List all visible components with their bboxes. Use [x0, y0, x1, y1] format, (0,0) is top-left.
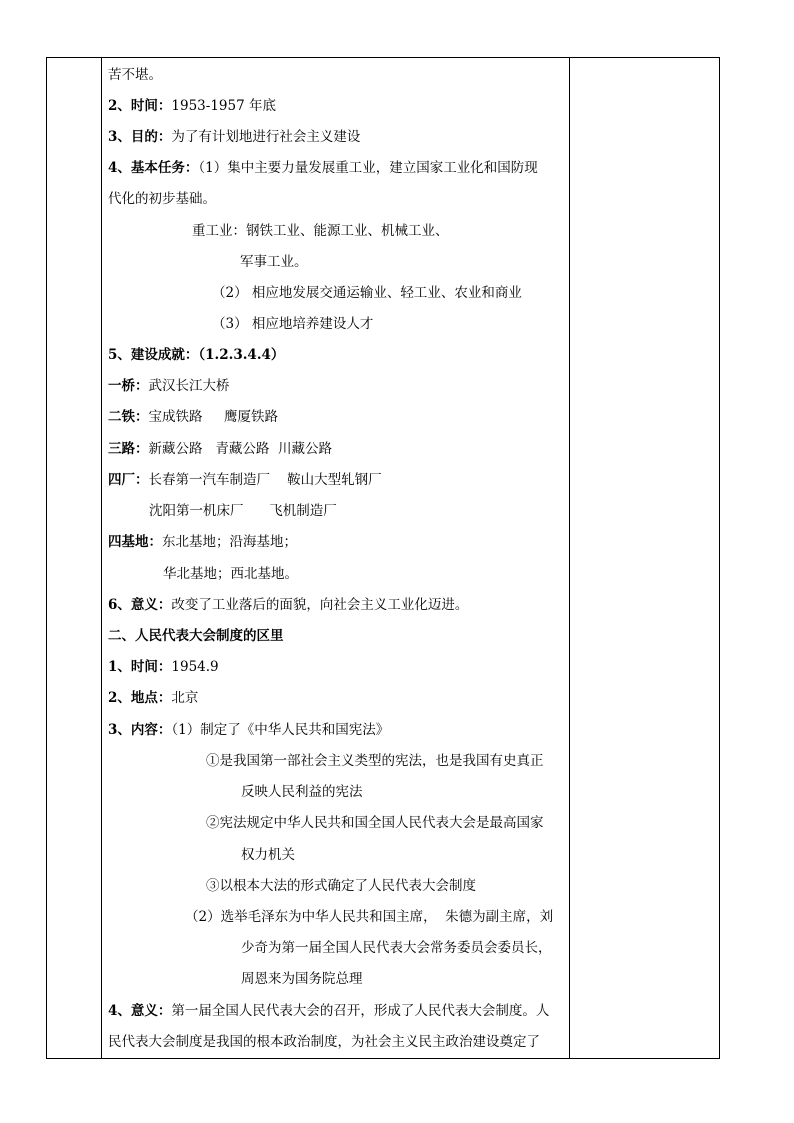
text-line	[108, 97, 276, 115]
text-line	[108, 721, 389, 739]
item-text: 北京	[171, 690, 199, 706]
text-line	[108, 377, 230, 395]
text-line: 苦不堪。	[108, 67, 162, 83]
item-text: 武汉长江大桥	[148, 378, 230, 394]
text-line: （2）选举毛泽东为中华人民共和国主席， 朱德为副主席，刘	[185, 909, 554, 925]
item-label: 4、基本任务：	[108, 160, 199, 176]
text-line	[108, 658, 219, 676]
text-line: 代化的初步基础。	[108, 191, 216, 207]
text-line	[108, 159, 538, 177]
text-line: 重工业：钢铁工业、能源工业、机械工业、	[192, 223, 449, 239]
text-line: 沈阳第一机床厂 飞机制造厂	[149, 503, 337, 519]
text-line: 军事工业。	[240, 254, 308, 270]
text-line: 华北基地；西北基地。	[163, 566, 298, 582]
text-line	[108, 689, 198, 707]
text-line: 周恩来为国务院总理	[241, 971, 363, 987]
text-line: 反映人民利益的宪法	[241, 784, 363, 800]
text-line	[108, 471, 382, 489]
column-divider-right	[569, 58, 570, 1058]
text-line	[108, 408, 278, 426]
item-text: （1）集中主要力量发展重工业，建立国家工业化和国防现	[198, 160, 538, 176]
text-line: ①是我国第一部社会主义类型的宪法，也是我国有史真正	[206, 753, 544, 769]
item-text: （1）制定了《中华人民共和国宪法》	[171, 722, 390, 738]
item-label: 2、地点：	[108, 690, 172, 706]
item-text: 1954.9	[171, 659, 219, 675]
text-line: ②宪法规定中华人民共和国全国人民代表大会是最高国家	[206, 815, 544, 831]
item-label: 6、意义：	[108, 597, 172, 613]
item-label: 4、意义：	[108, 1003, 172, 1019]
text-line	[108, 596, 468, 614]
text-line	[108, 533, 297, 551]
item-label: 2、时间：	[108, 98, 172, 114]
item-label: 四厂：	[108, 472, 149, 488]
text-line: ③以根本大法的形式确定了人民代表大会制度	[206, 878, 476, 894]
item-text: 1953-1957 年底	[171, 98, 276, 114]
item-label: 二铁：	[108, 409, 149, 425]
item-label: 一桥：	[108, 378, 149, 394]
item-label: 3、内容：	[108, 722, 172, 738]
item-text: 为了有计划地进行社会主义建设	[171, 129, 361, 145]
text-line	[108, 440, 332, 458]
section-heading: 5、建设成就：（1.2.3.4.4）	[108, 347, 285, 363]
text-line	[108, 1002, 549, 1020]
text-line	[108, 128, 360, 146]
text-line: 民代表大会制度是我国的根本政治制度，为社会主义民主政治建设奠定了	[108, 1034, 540, 1050]
text-line: （3） 相应地培养建设人才	[212, 316, 374, 332]
text-line: 权力机关	[241, 847, 295, 863]
item-label: 三路：	[108, 441, 149, 457]
item-text: 长春第一汽车制造厂 鞍山大型轧钢厂	[148, 472, 382, 488]
item-label: 3、目的：	[108, 129, 172, 145]
item-text: 第一届全国人民代表大会的召开，形成了人民代表大会制度。人	[171, 1003, 550, 1019]
item-text: 宝成铁路 鹰厦铁路	[148, 409, 278, 425]
text-line: 少奇为第一届全国人民代表大会常务委员会委员长，	[241, 940, 552, 956]
section-heading: 二、人民代表大会制度的区里	[108, 628, 284, 644]
item-text: 东北基地；沿海基地；	[162, 534, 297, 550]
item-text: 新藏公路 青藏公路 川藏公路	[148, 441, 332, 457]
column-divider-left	[101, 58, 102, 1058]
item-label: 四基地：	[108, 534, 162, 550]
text-line: （2） 相应地发展交通运输业、轻工业、农业和商业	[212, 285, 522, 301]
item-text: 改变了工业落后的面貌，向社会主义工业化迈进。	[171, 597, 469, 613]
item-label: 1、时间：	[108, 659, 172, 675]
